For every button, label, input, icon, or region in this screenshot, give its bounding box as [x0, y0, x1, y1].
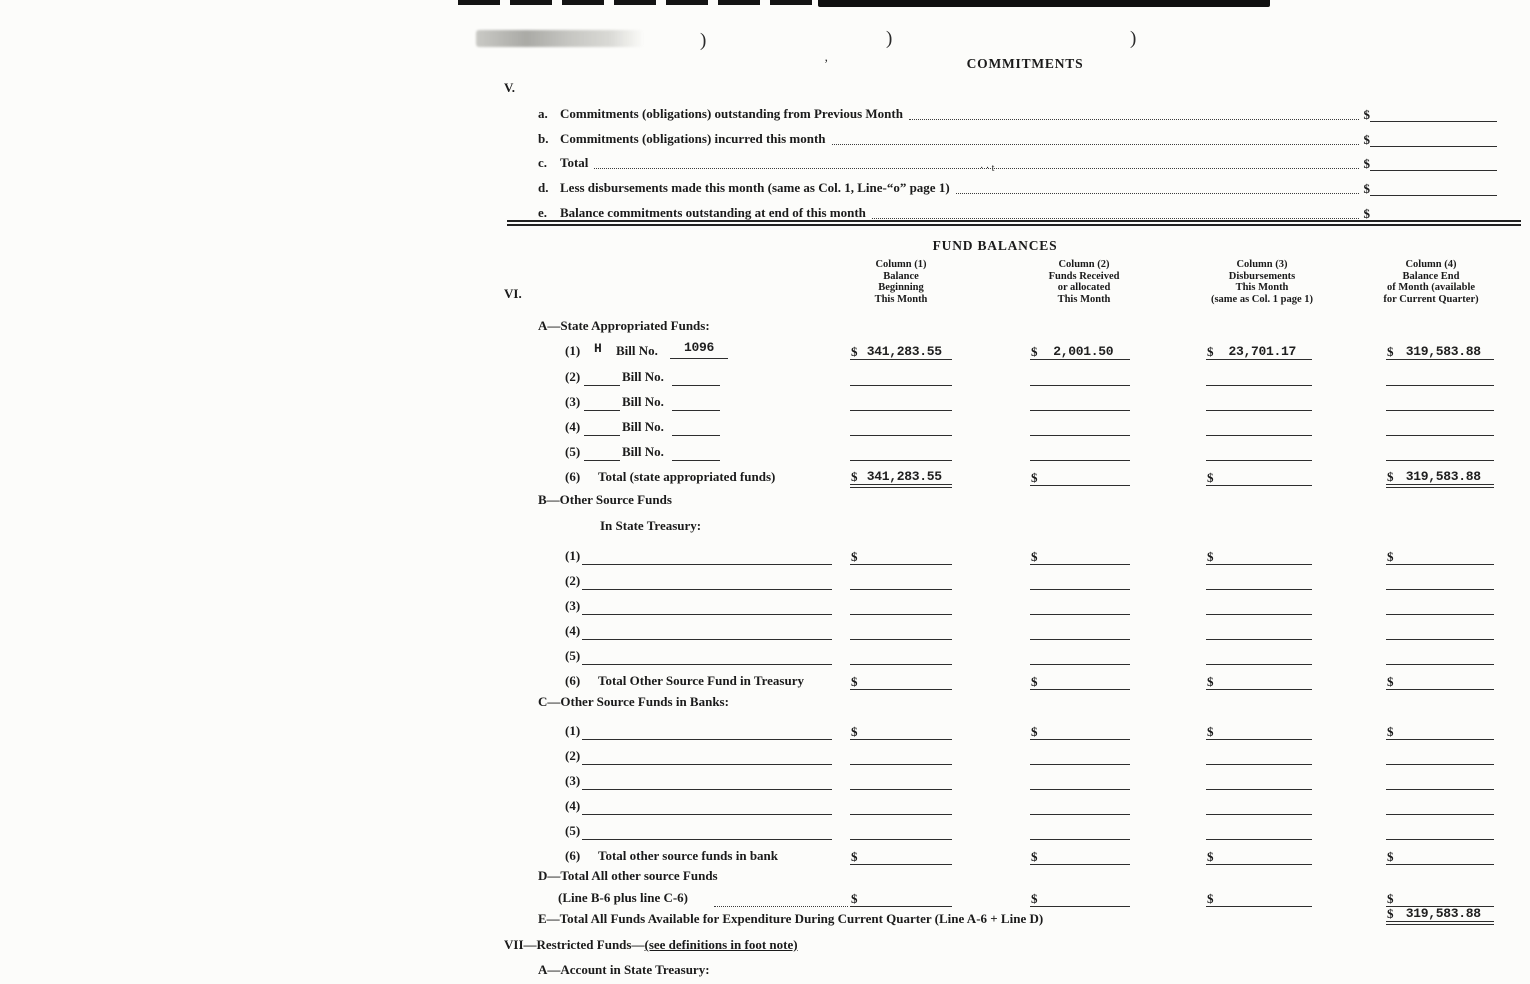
table-row-b3	[538, 595, 1498, 619]
blank-amount-line	[1206, 392, 1312, 411]
amount-cell	[1206, 341, 1312, 360]
scan-artifact-tick: ’	[824, 56, 829, 71]
row-number: (6)	[565, 469, 581, 484]
column-header-line: Balance End	[1402, 270, 1460, 282]
blank-amount-line	[1206, 796, 1312, 815]
dollar-sign: $	[1387, 849, 1394, 864]
blank-fill-line	[582, 764, 832, 765]
amount-value: 319,583.88	[1405, 906, 1481, 921]
table-row-c3	[538, 770, 1498, 794]
amount-cell	[1386, 721, 1494, 740]
blank-fill-line	[672, 385, 720, 386]
dollar-sign: $	[1363, 107, 1370, 122]
commitment-row-a	[538, 102, 1497, 122]
blank-amount-line	[850, 746, 952, 765]
blank-fill-line	[584, 385, 620, 386]
table-row-a2	[538, 366, 1498, 390]
blank-fill-line	[582, 789, 832, 790]
dollar-sign: $	[1387, 891, 1394, 906]
dollar-sign: $	[1207, 724, 1214, 739]
row-number: (5)	[565, 444, 581, 459]
section-d-subline: (Line B-6 plus line C-6)	[558, 890, 689, 905]
blank-amount-line	[1030, 821, 1130, 840]
row-number: (2)	[565, 573, 581, 588]
blank-amount-line	[850, 596, 952, 615]
amount-cell	[1386, 671, 1494, 690]
blank-fill-line	[582, 839, 832, 840]
dotted-leader	[909, 107, 1359, 120]
item-text: Less disbursements made this month (same as Col. 1, Line-“o” page 1)	[560, 180, 950, 195]
amount-cell	[850, 341, 952, 360]
dollar-sign: $	[1387, 906, 1394, 921]
section-vii-a-header: A—Account in State Treasury:	[538, 962, 710, 977]
table-row-b5	[538, 645, 1498, 669]
amount-fill-line	[1370, 206, 1497, 221]
blank-fill-line	[672, 460, 720, 461]
scan-edge-mark	[458, 0, 818, 5]
amount-value: 341,283.55	[866, 344, 942, 359]
row-number: (6)	[565, 848, 581, 863]
dollar-sign: $	[1207, 344, 1214, 359]
dotted-leader	[872, 206, 1359, 219]
dollar-sign: $	[1031, 891, 1038, 906]
amount-cell	[1030, 467, 1130, 486]
item-text: Balance commitments outstanding at end of this month	[560, 205, 866, 220]
blank-amount-line	[1206, 771, 1312, 790]
blank-fill-line	[582, 589, 832, 590]
item-letter: e.	[538, 205, 548, 220]
amount-fill-line	[1370, 107, 1497, 122]
section-vii-note: (see definitions in foot note)	[644, 937, 798, 952]
column-header-line: This Month	[874, 293, 928, 305]
bill-no-label: Bill No.	[622, 394, 664, 409]
blank-amount-line	[1030, 621, 1130, 640]
amount-fill-line	[1370, 156, 1497, 171]
commitment-row-d	[538, 176, 1497, 196]
dollar-sign: $	[1031, 470, 1038, 485]
dollar-sign: $	[1031, 674, 1038, 689]
table-row-c1	[538, 720, 1498, 744]
row-number: (6)	[565, 673, 581, 688]
table-row-b2	[538, 570, 1498, 594]
column-header-line: Beginning	[878, 282, 924, 294]
bill-number-value: 1096	[670, 340, 728, 359]
scan-artifact-paren: )	[886, 28, 893, 49]
item-text: Commitments (obligations) incurred this month	[560, 131, 826, 146]
column-header-line: (same as Col. 1 page 1)	[1210, 293, 1314, 305]
section-b-subheader: In State Treasury:	[600, 518, 702, 533]
amount-cell	[1206, 467, 1312, 486]
dollar-sign: $	[1387, 344, 1394, 359]
blank-amount-line	[1386, 821, 1494, 840]
dotted-leader	[832, 132, 1359, 145]
blank-amount-line	[1386, 442, 1494, 461]
blank-amount-line	[1206, 746, 1312, 765]
blank-amount-line	[1386, 571, 1494, 590]
table-row-e-total	[538, 903, 1498, 927]
amount-cell	[1030, 671, 1130, 690]
row-number: (2)	[565, 748, 581, 763]
column-2-header	[1016, 259, 1152, 305]
column-4-header	[1350, 259, 1512, 305]
blank-fill-line	[582, 614, 832, 615]
dotted-leader	[956, 181, 1359, 194]
column-header-line: Column (4)	[1405, 259, 1457, 270]
dollar-sign: $	[1207, 470, 1214, 485]
item-letter: c.	[538, 155, 548, 170]
blank-amount-line	[1030, 646, 1130, 665]
blank-amount-line	[850, 821, 952, 840]
bill-no-label: Bill No.	[622, 369, 664, 384]
column-header-line: Column (1)	[875, 259, 927, 270]
row-number: (1)	[565, 343, 581, 358]
table-row-c6-total	[538, 845, 1498, 869]
amount-fill-line	[1370, 181, 1497, 196]
blank-fill-line	[584, 410, 620, 411]
blank-amount-line	[1206, 621, 1312, 640]
amount-cell	[1206, 546, 1312, 565]
row-number: (3)	[565, 598, 581, 613]
blank-amount-line	[1386, 646, 1494, 665]
table-row-c4	[538, 795, 1498, 819]
blank-amount-line	[1206, 821, 1312, 840]
amount-value: 319,583.88	[1405, 469, 1481, 484]
blank-amount-line	[850, 571, 952, 590]
blank-amount-line	[1030, 417, 1130, 436]
bill-no-label: Bill No.	[622, 419, 664, 434]
blank-amount-line	[1030, 367, 1130, 386]
blank-amount-line	[1030, 596, 1130, 615]
dollar-sign: $	[1363, 132, 1370, 147]
dollar-sign: $	[1031, 549, 1038, 564]
blank-amount-line	[1386, 417, 1494, 436]
amount-cell	[850, 721, 952, 740]
row-number: (1)	[565, 548, 581, 563]
dollar-sign: $	[851, 469, 858, 484]
blank-amount-line	[1206, 417, 1312, 436]
dollar-sign: $	[1363, 181, 1370, 196]
column-header-line: Funds Received	[1048, 270, 1120, 282]
commitment-row-c	[538, 151, 1497, 171]
blank-fill-line	[582, 739, 832, 740]
blank-amount-line	[850, 442, 952, 461]
amount-cell	[1206, 721, 1312, 740]
section-v-label: V.	[504, 80, 515, 95]
blank-fill-line	[584, 435, 620, 436]
house-letter-value: H	[594, 341, 602, 356]
commitments-title: COMMITMENTS	[966, 56, 1084, 71]
blank-amount-line	[1030, 392, 1130, 411]
amount-cell	[1386, 341, 1494, 360]
table-row-a4	[538, 416, 1498, 440]
blank-fill-line	[582, 564, 832, 565]
dollar-sign: $	[1031, 849, 1038, 864]
scan-artifact-paren: )	[1130, 28, 1137, 49]
dollar-sign: $	[1387, 549, 1394, 564]
amount-cell	[1386, 846, 1494, 865]
amount-cell	[1030, 721, 1130, 740]
dollar-sign: $	[851, 849, 858, 864]
section-c-header: C—Other Source Funds in Banks:	[538, 694, 729, 709]
table-row-a1	[538, 340, 1498, 364]
amount-value: 23,701.17	[1228, 344, 1296, 359]
item-letter: d.	[538, 180, 549, 195]
section-vi-label: VI.	[504, 286, 522, 301]
blank-amount-line	[1206, 596, 1312, 615]
column-header-line: This Month	[1235, 282, 1289, 294]
fund-balances-title: FUND BALANCES	[932, 238, 1058, 253]
blank-amount-line	[1206, 571, 1312, 590]
commitment-row-e	[538, 201, 1497, 221]
dotted-leader	[594, 156, 1358, 169]
section-a-header: A—State Appropriated Funds:	[538, 318, 710, 333]
blank-amount-line	[850, 796, 952, 815]
dollar-sign: $	[1207, 674, 1214, 689]
dollar-sign: $	[1363, 206, 1370, 221]
dollar-sign: $	[851, 549, 858, 564]
table-row-b6-total	[538, 670, 1498, 694]
row-number: (3)	[565, 394, 581, 409]
blank-amount-line	[1386, 392, 1494, 411]
amount-cell	[1386, 546, 1494, 565]
amount-cell	[1206, 671, 1312, 690]
row-number: (4)	[565, 419, 581, 434]
blank-fill-line	[582, 664, 832, 665]
row-number: (2)	[565, 369, 581, 384]
scan-smudge	[476, 30, 644, 47]
dollar-sign: $	[1207, 891, 1214, 906]
column-header-line: Column (3)	[1236, 259, 1288, 270]
dollar-sign: $	[1387, 724, 1394, 739]
column-1-header	[836, 259, 966, 305]
column-header-line: Column (2)	[1058, 259, 1110, 270]
table-row-c2	[538, 745, 1498, 769]
amount-fill-line	[1370, 132, 1497, 147]
dollar-sign: $	[1387, 469, 1394, 484]
dollar-sign: $	[1031, 344, 1038, 359]
amount-cell	[1386, 904, 1494, 925]
table-row-a3	[538, 391, 1498, 415]
amount-value: 2,001.50	[1053, 344, 1114, 359]
amount-cell	[1206, 846, 1312, 865]
section-vii-label: VII—Restricted Funds—	[504, 937, 645, 952]
blank-fill-line	[582, 814, 832, 815]
section-b-header: B—Other Source Funds	[538, 492, 672, 507]
row-number: (4)	[565, 798, 581, 813]
column-header-line: of Month (available	[1386, 282, 1476, 294]
amount-cell	[1386, 467, 1494, 488]
blank-amount-line	[1030, 771, 1130, 790]
amount-cell	[1030, 546, 1130, 565]
blank-amount-line	[850, 646, 952, 665]
column-header-line: for Current Quarter)	[1383, 293, 1479, 305]
total-row-label: Total other source funds in bank	[598, 848, 779, 863]
blank-fill-line	[672, 435, 720, 436]
table-row-a6-total	[538, 466, 1498, 490]
blank-amount-line	[1030, 571, 1130, 590]
blank-amount-line	[1386, 746, 1494, 765]
blank-fill-line	[582, 639, 832, 640]
scan-artifact-paren: )	[700, 30, 707, 51]
blank-amount-line	[1386, 621, 1494, 640]
row-number: (5)	[565, 823, 581, 838]
blank-fill-line	[584, 460, 620, 461]
column-header-line: This Month	[1057, 293, 1111, 305]
dollar-sign: $	[851, 344, 858, 359]
blank-amount-line	[850, 621, 952, 640]
item-letter: b.	[538, 131, 549, 146]
blank-amount-line	[1030, 796, 1130, 815]
blank-amount-line	[1386, 596, 1494, 615]
row-number: (5)	[565, 648, 581, 663]
table-row-c5	[538, 820, 1498, 844]
column-header-line: Disbursements	[1228, 270, 1296, 282]
amount-cell	[1030, 341, 1130, 360]
blank-amount-line	[850, 771, 952, 790]
blank-amount-line	[850, 367, 952, 386]
dollar-sign: $	[851, 891, 858, 906]
scan-edge-mark	[818, 0, 1270, 7]
dollar-sign: $	[1387, 674, 1394, 689]
blank-amount-line	[850, 417, 952, 436]
column-3-header	[1180, 259, 1344, 305]
row-number: (4)	[565, 623, 581, 638]
blank-fill-line	[672, 410, 720, 411]
dollar-sign: $	[851, 674, 858, 689]
blank-amount-line	[1030, 442, 1130, 461]
table-row-b1	[538, 545, 1498, 569]
section-divider-rule	[507, 220, 1521, 226]
amount-value: 319,583.88	[1405, 344, 1481, 359]
dollar-sign: $	[1031, 724, 1038, 739]
section-e-label: E—Total All Funds Available for Expenditure During Current Quarter (Line A-6 + Line D)	[538, 911, 1044, 926]
blank-amount-line	[1386, 367, 1494, 386]
commitment-row-b	[538, 127, 1497, 147]
bill-no-label: Bill No.	[622, 444, 664, 459]
amount-cell	[850, 546, 952, 565]
scan-artifact-dots: · · t	[980, 163, 995, 174]
column-header-line: or allocated	[1057, 282, 1111, 294]
amount-cell	[850, 671, 952, 690]
dollar-sign: $	[1363, 156, 1370, 171]
section-d-header: D—Total All other source Funds	[538, 868, 718, 883]
blank-amount-line	[1206, 646, 1312, 665]
total-row-label: Total (state appropriated funds)	[598, 469, 776, 484]
item-text: Commitments (obligations) outstanding from Previous Month	[560, 106, 903, 121]
total-row-label: Total Other Source Fund in Treasury	[598, 673, 804, 688]
blank-amount-line	[850, 392, 952, 411]
bill-no-label: Bill No.	[616, 343, 658, 358]
dollar-sign: $	[1207, 549, 1214, 564]
amount-cell	[850, 467, 952, 488]
table-row-a5	[538, 441, 1498, 465]
blank-amount-line	[1206, 367, 1312, 386]
table-row-b4	[538, 620, 1498, 644]
blank-amount-line	[1206, 442, 1312, 461]
blank-amount-line	[1386, 771, 1494, 790]
item-text: Total	[560, 155, 589, 170]
amount-value: 341,283.55	[866, 469, 942, 484]
amount-cell	[850, 846, 952, 865]
item-letter: a.	[538, 106, 548, 121]
column-header-line: Balance	[883, 270, 919, 282]
dollar-sign: $	[851, 724, 858, 739]
row-number: (3)	[565, 773, 581, 788]
blank-amount-line	[1386, 796, 1494, 815]
section-vii-line	[504, 936, 798, 954]
blank-amount-line	[1030, 746, 1130, 765]
amount-cell	[1030, 846, 1130, 865]
row-number: (1)	[565, 723, 581, 738]
dollar-sign: $	[1207, 849, 1214, 864]
